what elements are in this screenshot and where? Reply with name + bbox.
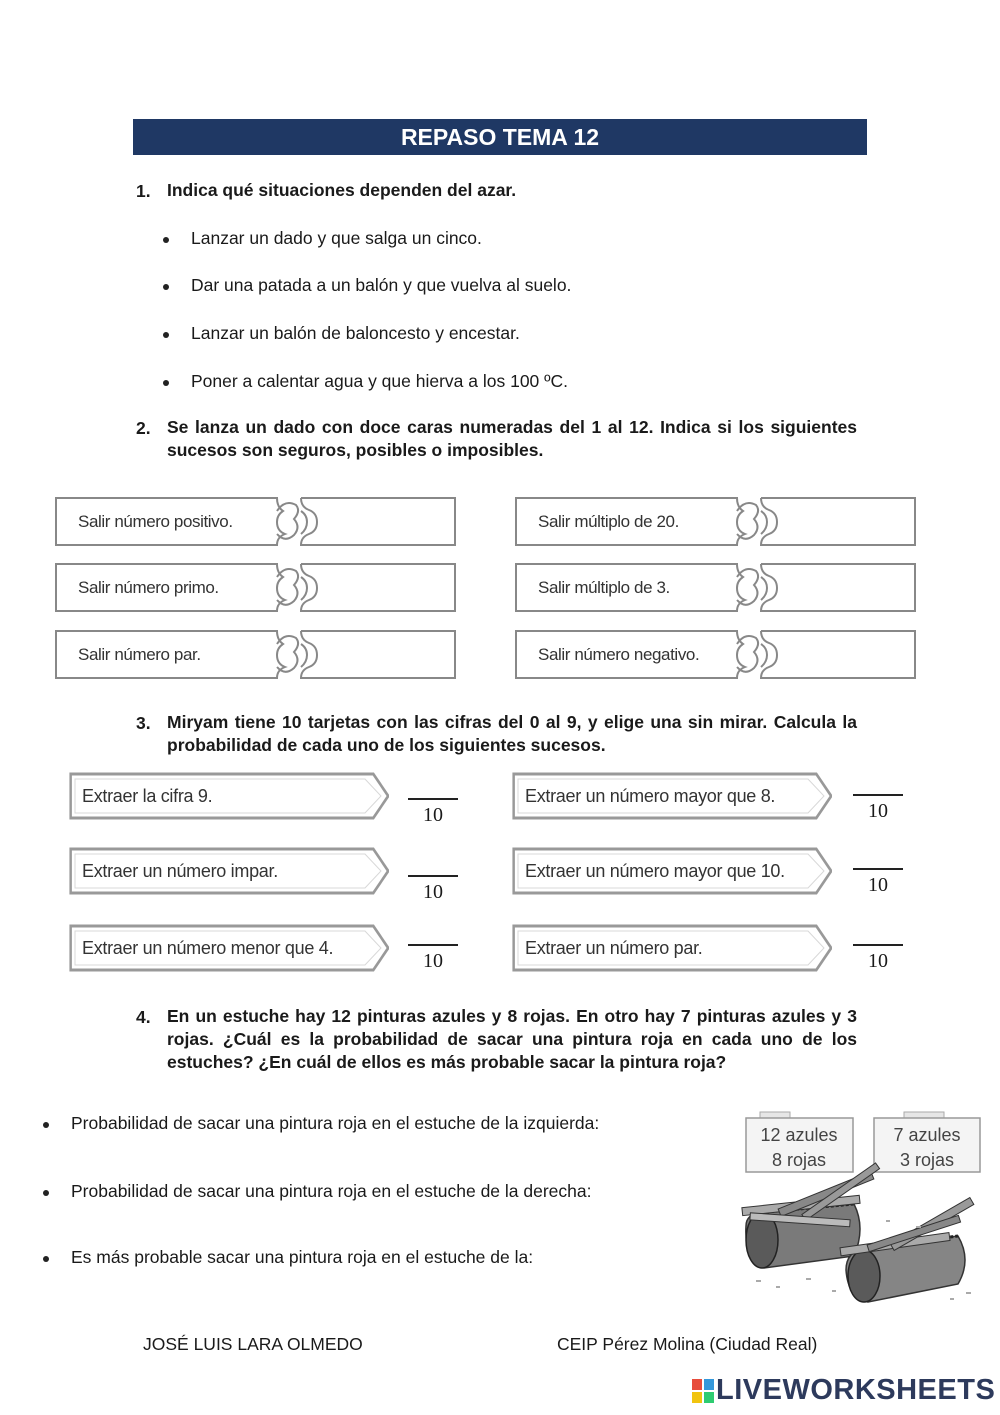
- q2-right-label-3: Salir número negativo.: [538, 645, 700, 664]
- q4-item-3: Es más probable sacar una pintura roja en el estuche de la:: [71, 1247, 534, 1267]
- q3-left-label-2: Extraer un número impar.: [82, 861, 278, 881]
- fraction-line: [408, 944, 458, 946]
- q2-number: 2.: [136, 418, 151, 438]
- q3-card-left-3: [69, 924, 389, 972]
- note-left-line-1: 12 azules: [760, 1125, 838, 1145]
- note-left-line-2: 8 rojas: [771, 1150, 827, 1170]
- bullet-icon: [43, 1190, 49, 1196]
- liveworksheets-logo-icon: [692, 1379, 714, 1403]
- fraction-denominator: 10: [868, 874, 888, 896]
- q2-puzzle-left-2[interactable]: [55, 563, 456, 612]
- q3-text: Miryam tiene 10 tarjetas con las cifras del 0 al 9, y elige una sin mirar. Calcula la probabilidad de cada uno de los siguientes sucesos.: [167, 712, 857, 755]
- q2-left-label-1: Salir número positivo.: [78, 512, 233, 531]
- q3-right-label-3: Extraer un número par.: [525, 938, 703, 958]
- q2-right-label-2: Salir múltiplo de 3.: [538, 578, 670, 597]
- fraction-denominator: 10: [868, 800, 888, 822]
- q4-number: 4.: [136, 1007, 151, 1027]
- note-right-line-2: 3 rojas: [899, 1150, 955, 1170]
- fraction-line: [408, 875, 458, 877]
- q3-right-label-1: Extraer un número mayor que 8.: [525, 786, 776, 806]
- q2-left-label-3: Salir número par.: [78, 645, 201, 664]
- q2-left-label-2: Salir número primo.: [78, 578, 219, 597]
- q2-right-label-1: Salir múltiplo de 20.: [538, 512, 679, 531]
- page-title: REPASO TEMA 12: [133, 119, 867, 155]
- q3-card-right-2: [512, 847, 832, 895]
- q3-left-label-3: Extraer un número menor que 4.: [82, 938, 334, 958]
- fraction-line: [853, 944, 903, 946]
- q1-item-3: Lanzar un balón de baloncesto y encestar.: [191, 323, 520, 343]
- q2-puzzle-right-3[interactable]: [515, 630, 916, 679]
- q1-number: 1.: [136, 181, 151, 201]
- fraction-denominator: 10: [423, 804, 443, 826]
- fraction-denominator: 10: [423, 881, 443, 903]
- q1-item-4: Poner a calentar agua y que hierva a los 100 ºC.: [191, 371, 569, 391]
- fraction-denominator: 10: [423, 950, 443, 972]
- fraction-denominator: 10: [868, 950, 888, 972]
- note-left: [746, 1112, 853, 1172]
- bullet-icon: [43, 1256, 49, 1262]
- q3-card-right-3: [512, 924, 832, 972]
- fraction-line: [853, 868, 903, 870]
- q2-text: Se lanza un dado con doce caras numeradas del 1 al 12. Indica si los siguientes sucesos son seguros, posibles o imposibles.: [167, 417, 857, 460]
- note-right-line-1: 7 azules: [893, 1125, 961, 1145]
- q4-item-2: Probabilidad de sacar una pintura roja en el estuche de la derecha:: [71, 1181, 592, 1201]
- fraction-line: [853, 794, 903, 796]
- q2-puzzle-left-3[interactable]: [55, 630, 456, 679]
- q3-left-label-1: Extraer la cifra 9.: [82, 786, 213, 806]
- q4-text: En un estuche hay 12 pinturas azules y 8 rojas. En otro hay 7 pinturas azules y 3 rojas. ¿Cuál es la probabilidad de sacar una pintura roja en cada uno de los estuches? ¿En cuál de ellos es más probable sacar la pintura roja?: [167, 1006, 857, 1072]
- footer-school: CEIP Pérez Molina (Ciudad Real): [557, 1334, 818, 1354]
- bullet-icon: [43, 1122, 49, 1128]
- q2-puzzle-left-1[interactable]: [55, 497, 456, 546]
- brand-wordmark[interactable]: LIVEWORKSHEETS: [716, 1374, 996, 1406]
- q4-item-1: Probabilidad de sacar una pintura roja en el estuche de la izquierda:: [71, 1113, 600, 1133]
- note-right: [874, 1112, 980, 1172]
- q3-card-right-1: [512, 772, 832, 820]
- q2-puzzle-right-1[interactable]: [515, 497, 916, 546]
- q1-item-2: Dar una patada a un balón y que vuelva al suelo.: [191, 275, 572, 295]
- pencil-case-right-icon: [840, 1198, 974, 1302]
- footer-author: JOSÉ LUIS LARA OLMEDO: [143, 1334, 363, 1354]
- q3-card-left-1: [69, 772, 389, 820]
- q3-right-label-2: Extraer un número mayor que 10.: [525, 861, 785, 881]
- q2-puzzle-right-2[interactable]: [515, 563, 916, 612]
- q3-card-left-2: [69, 847, 389, 895]
- fraction-line: [408, 798, 458, 800]
- q3-number: 3.: [136, 713, 151, 733]
- q1-text: Indica qué situaciones dependen del azar.: [167, 180, 517, 200]
- q1-item-1: Lanzar un dado y que salga un cinco.: [191, 228, 482, 248]
- pencil-cases-illustration: [736, 1108, 984, 1308]
